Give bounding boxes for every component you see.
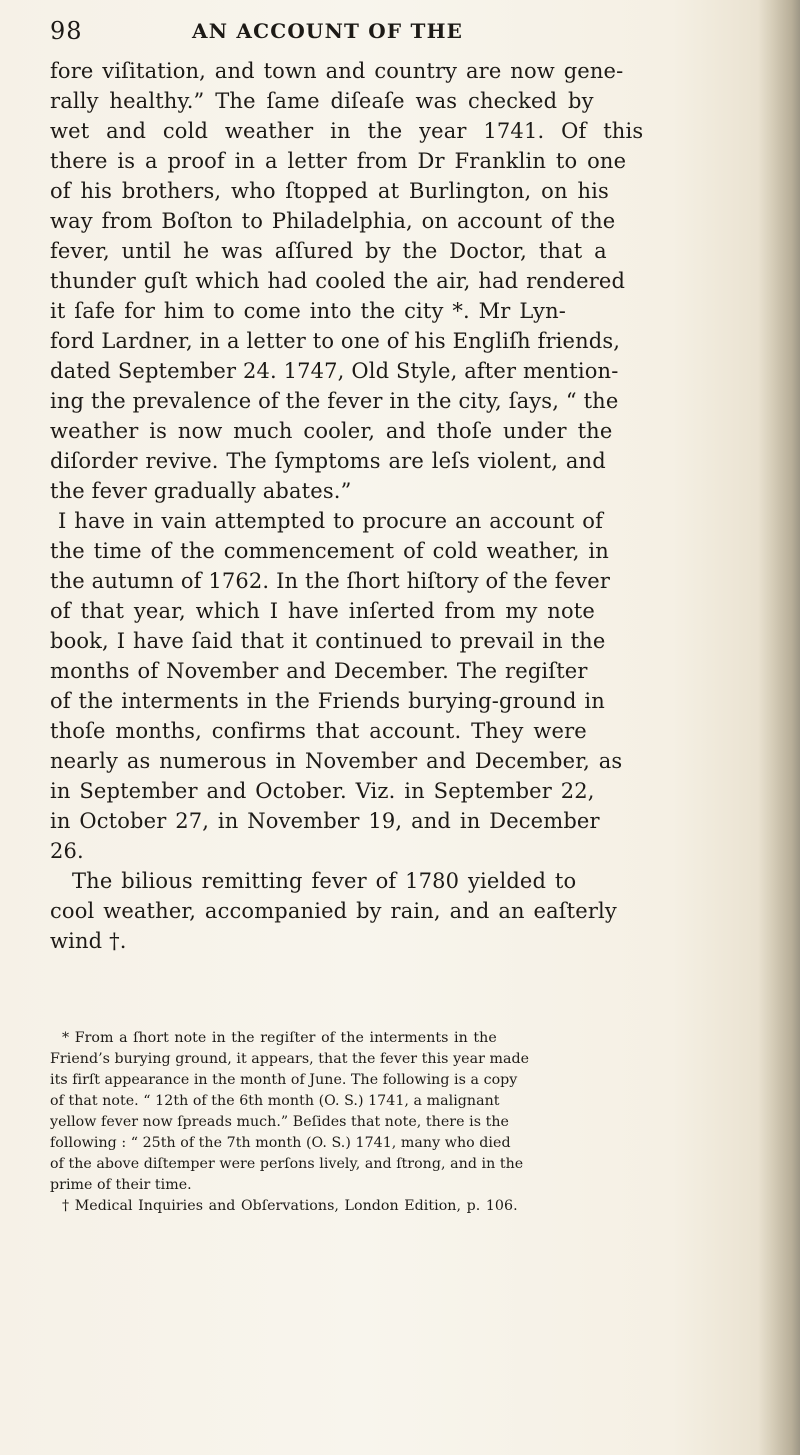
text-line: fore viſitation, and town and country are now gene-: [50, 59, 624, 83]
text-line: thunder guſt which had cooled the air, had rendered: [50, 269, 626, 293]
running-head: [50, 12, 690, 50]
page-number: 98: [50, 17, 83, 45]
footnote-line: Friend’s burying ground, it appears, that the fever this year made: [50, 1051, 530, 1067]
text-line: nearly as numerous in November and December, as: [50, 749, 623, 773]
footnote-line: its firſt appearance in the month of June. The following is a copy: [50, 1072, 518, 1088]
text-line: fever, until he was aſſured by the Doctor, that a: [50, 239, 607, 263]
text-line: there is a proof in a letter from Dr Franklin to one: [50, 149, 627, 173]
text-line: The bilious remitting fever of 1780 yielded to: [72, 869, 577, 893]
text-line: in October 27, in November 19, and in December: [50, 809, 600, 833]
text-line: of the interments in the Friends burying-ground in: [50, 689, 605, 713]
footnote-line: of the above diſtemper were perſons lively, and ſtrong, and in the: [50, 1156, 524, 1172]
footnote-line: of that note. “ 12th of the 6th month (O. S.) 1741, a malignant: [50, 1093, 500, 1109]
footnote-line: † Medical Inquiries and Obſervations, London Edition, p. 106.: [62, 1198, 518, 1214]
footnote-line: prime of their time.: [50, 1177, 192, 1193]
footnote-line: following : “ 25th of the 7th month (O. S.) 1741, many who died: [50, 1135, 511, 1151]
text-line: the autumn of 1762. In the ſhort hiſtory of the fever: [50, 569, 611, 593]
text-line: book, I have ſaid that it continued to prevail in the: [50, 629, 606, 653]
text-line: 26.: [50, 839, 84, 863]
running-title: AN ACCOUNT OF THE: [192, 19, 464, 43]
text-line: diſorder revive. The ſymptoms are leſs violent, and: [50, 449, 606, 473]
text-line: of his brothers, who ſtopped at Burlington, on his: [50, 179, 609, 203]
text-line: I have in vain attempted to procure an account of: [58, 509, 604, 533]
text-line: the fever gradually abates.”: [50, 479, 352, 503]
footnote-line: * From a ſhort note in the regiſter of the interments in the: [62, 1030, 497, 1046]
text-line: way from Boſton to Philadelphia, on account of the: [50, 209, 616, 233]
text-line: ing the prevalence of the fever in the city, ſays, “ the: [50, 389, 619, 413]
text-line: wet and cold weather in the year 1741. Of this: [50, 119, 644, 143]
text-line: in September and October. Viz. in September 22,: [50, 779, 595, 803]
footnote-line: yellow fever now ſpreads much.” Beſides that note, there is the: [50, 1114, 509, 1130]
text-line: weather is now much cooler, and thoſe under the: [50, 419, 613, 443]
text-line: the time of the commencement of cold weather, in: [50, 539, 609, 563]
text-line: it ſafe for him to come into the city *. Mr Lyn-: [50, 299, 566, 323]
text-line: of that year, which I have inſerted from my note: [50, 599, 595, 623]
text-line: months of November and December. The regiſter: [50, 659, 588, 683]
page-edge-shadow: [758, 0, 800, 1455]
text-line: ford Lardner, in a letter to one of his Engliſh friends,: [50, 329, 621, 353]
text-line: rally healthy.” The ſame diſeaſe was checked by: [50, 89, 594, 113]
text-line: thoſe months, confirms that account. They were: [50, 719, 587, 743]
footnotes: [50, 1028, 730, 1217]
main-text: [50, 56, 730, 956]
text-line: dated September 24. 1747, Old Style, after mention-: [50, 359, 619, 383]
text-line: cool weather, accompanied by rain, and an eaſterly: [50, 899, 617, 923]
text-line: wind †.: [50, 929, 127, 953]
